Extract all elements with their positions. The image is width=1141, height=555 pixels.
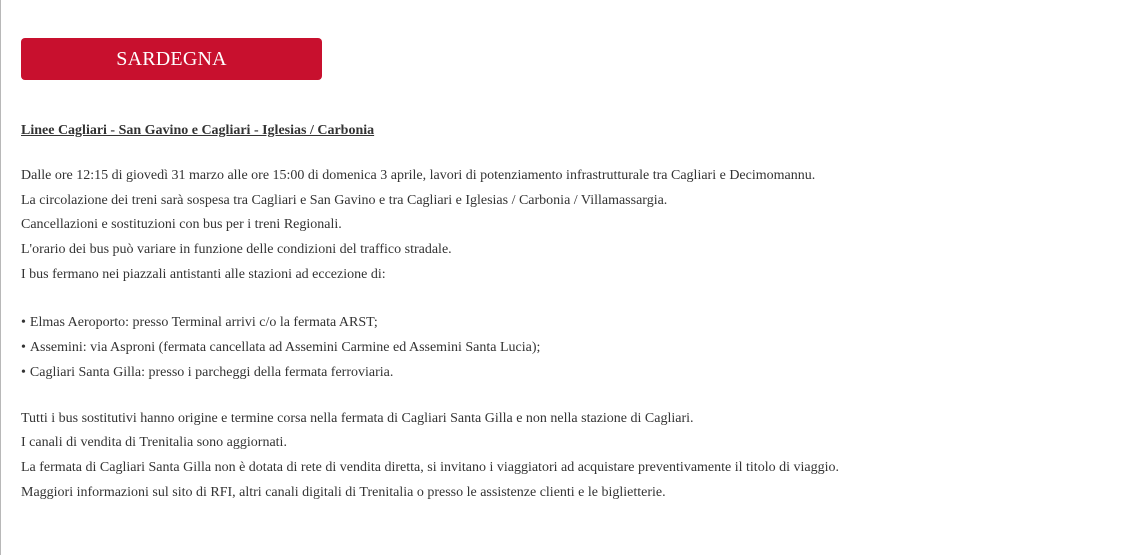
intro-paragraph: L'orario dei bus può variare in funzione delle condizioni del traffico stradale.: [21, 242, 452, 258]
line-title: Linee Cagliari - San Gavino e Cagliari - Iglesias / Carbonia: [21, 123, 375, 138]
list-item: [21, 310, 1121, 335]
outro-paragraph: I canali di vendita di Trenitalia sono aggiornati.: [21, 435, 287, 451]
spacer: [21, 385, 1121, 407]
region-banner: [21, 38, 322, 80]
bullet-icon: •: [21, 339, 26, 355]
spacer: [21, 288, 1121, 310]
outro-paragraph: La fermata di Cagliari Santa Gilla non è dotata di rete di vendita diretta, si invitano i viaggiatori ad acquistare preventivamente il titolo di viaggio.: [21, 459, 839, 475]
list-item-text: Assemini: via Asproni (fermata cancellata ad Assemini Carmine ed Assemini Santa Lucia);: [29, 339, 541, 355]
intro-paragraph: Dalle ore 12:15 di giovedì 31 marzo alle ore 15:00 di domenica 3 aprile, lavori di potenziamento infrastrutturale tra Cagliari e Decimomannu.: [21, 168, 816, 183]
outro-paragraph: Tutti i bus sostitutivi hanno origine e termine corsa nella fermata di Cagliari Santa Gilla e non nella stazione di Cagliari.: [21, 410, 694, 426]
notice-content: [21, 120, 1121, 505]
list-item: [21, 335, 1121, 360]
spacer: [21, 142, 1121, 164]
intro-paragraph: I bus fermano nei piazzali antistanti alle stazioni ad eccezione di:: [21, 266, 386, 282]
list-item-text: Elmas Aeroporto: presso Terminal arrivi c/o la fermata ARST;: [29, 314, 378, 330]
intro-paragraph: La circolazione dei treni sarà sospesa tra Cagliari e San Gavino e tra Cagliari e Iglesias / Carbonia / Villamassargia.: [21, 192, 668, 208]
bullet-icon: •: [21, 314, 26, 330]
list-item: [21, 360, 1121, 385]
bullet-icon: •: [21, 364, 26, 380]
exceptions-list: [21, 310, 1121, 385]
intro-paragraph: Cancellazioni e sostituzioni con bus per i treni Regionali.: [21, 217, 342, 233]
list-item-text: Cagliari Santa Gilla: presso i parcheggi della fermata ferroviaria.: [29, 364, 394, 380]
outro-paragraph: Maggiori informazioni sul sito di RFI, altri canali digitali di Trenitalia o presso le assistenze clienti e le biglietterie.: [21, 484, 666, 500]
region-banner-label: SARDEGNA: [116, 47, 227, 70]
